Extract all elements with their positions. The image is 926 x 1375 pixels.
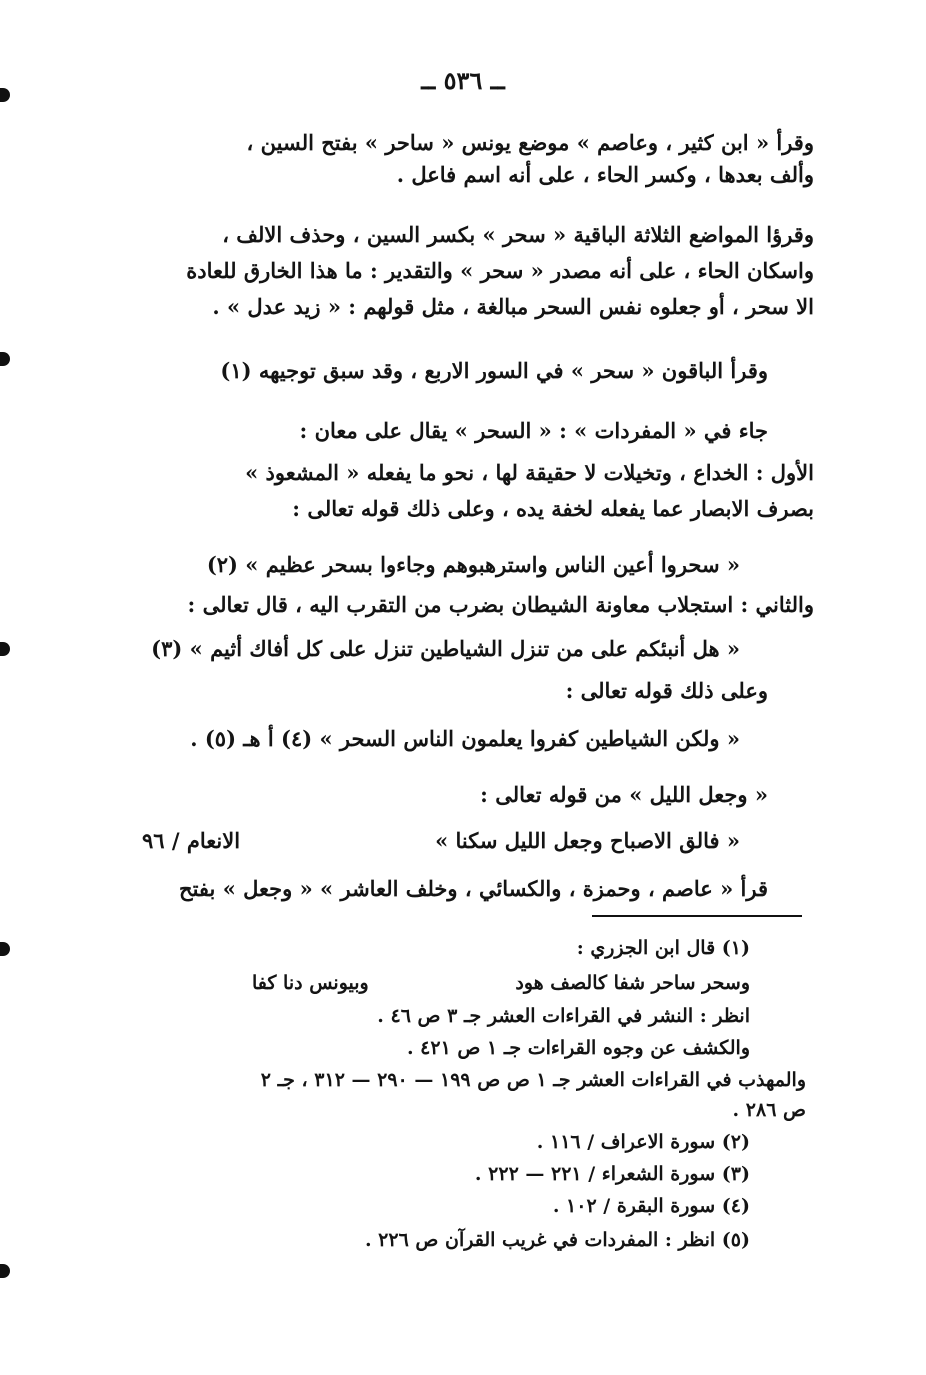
quran-verse: « فالق الاصباح وجعل الليل سكنا » bbox=[435, 828, 740, 853]
footnote-line: (٤) سورة البقرة / ١٠٢ . bbox=[552, 1195, 750, 1217]
body-line: قرأ « عاصم ، وحمزة ، والكسائي ، وخلف العاشر » « وجعل » بفتح bbox=[179, 876, 768, 901]
footnote-poem-hemistich: وبيونس دنا كفا bbox=[252, 972, 369, 994]
body-line: وقرأ « ابن كثير ، وعاصم » موضع يونس « ساحر » بفتح السين ، bbox=[246, 130, 814, 155]
footnote-line: والمهذب في القراءات العشر جـ ١ ص ص ١٩٩ — ٢٩٠ — ٣١٢ ، جـ ٢ bbox=[260, 1069, 806, 1091]
page-number: ــ ٥٣٦ ــ bbox=[421, 66, 505, 95]
footnote-line: (٥) انظر : المفردات في غريب القرآن ص ٢٢٦ . bbox=[364, 1229, 750, 1251]
quran-verse: « هل أنبئكم على من تنزل الشياطين تنزل على كل أفاك أثيم » (٣) bbox=[151, 636, 740, 661]
body-line: واسكان الحاء ، على أنه مصدر « سحر » والتقدير : ما هذا الخارق للعادة bbox=[186, 258, 814, 283]
footnote-line: (١) قال ابن الجزري : bbox=[576, 937, 750, 959]
footnote-line: (٣) سورة الشعراء / ٢٢١ — ٢٢٢ . bbox=[474, 1163, 750, 1185]
verse-reference: الانعام / ٩٦ bbox=[142, 828, 241, 853]
body-line: الأول : الخداع ، وتخيلات لا حقيقة لها ، نحو ما يفعله « المشعوذ » bbox=[245, 460, 814, 485]
body-line: والثاني : استجلاب معاونة الشيطان بضرب من التقرب اليه ، قال تعالى : bbox=[187, 592, 814, 617]
footnote-poem-hemistich: وسحر ساحر شفا كالصف هود bbox=[515, 972, 750, 994]
scan-edge-mark bbox=[0, 1264, 10, 1278]
body-line: الا سحر ، أو جعلوه نفس السحر مبالغة ، مثل قولهم : « زيد عدل » . bbox=[212, 294, 814, 319]
scan-edge-mark bbox=[0, 642, 10, 656]
quran-verse: « سحروا أعين الناس واسترهبوهم وجاءوا بسحر عظيم » (٢) bbox=[206, 552, 740, 577]
body-line: وألف بعدها ، وكسر الحاء ، على أنه اسم فاعل . bbox=[396, 162, 814, 187]
body-line: وعلى ذلك قوله تعالى : bbox=[565, 678, 768, 703]
footnote-line: انظر : النشر في القراءات العشر جـ ٣ ص ٤٦ . bbox=[377, 1005, 750, 1027]
footnote-line: ص ٢٨٦ . bbox=[732, 1099, 806, 1121]
scan-edge-mark bbox=[0, 942, 10, 956]
quran-verse: « ولكن الشياطين كفروا يعلمون الناس السحر » (٤) أ هـ (٥) . bbox=[190, 726, 740, 751]
scan-edge-mark bbox=[0, 352, 10, 366]
body-line: وقرؤا المواضع الثلاثة الباقية « سحر » بكسر السين ، وحذف الالف ، bbox=[222, 222, 814, 247]
body-line: بصرف الابصار عما يفعله لخفة يده ، وعلى ذلك قوله تعالى : bbox=[292, 496, 814, 521]
footnote-line: والكشف عن وجوه القراءات جـ ١ ص ٤٢١ . bbox=[406, 1037, 750, 1059]
body-line: « وجعل الليل » من قوله تعالى : bbox=[480, 782, 768, 807]
body-line: وقرأ الباقون « سحر » في السور الاربع ، وقد سبق توجيهه (١) bbox=[220, 358, 768, 383]
footnote-separator bbox=[592, 915, 802, 917]
body-line: جاء في « المفردات » : « السحر » يقال على معان : bbox=[299, 418, 768, 443]
footnote-line: (٢) سورة الاعراف / ١١٦ . bbox=[536, 1131, 750, 1153]
